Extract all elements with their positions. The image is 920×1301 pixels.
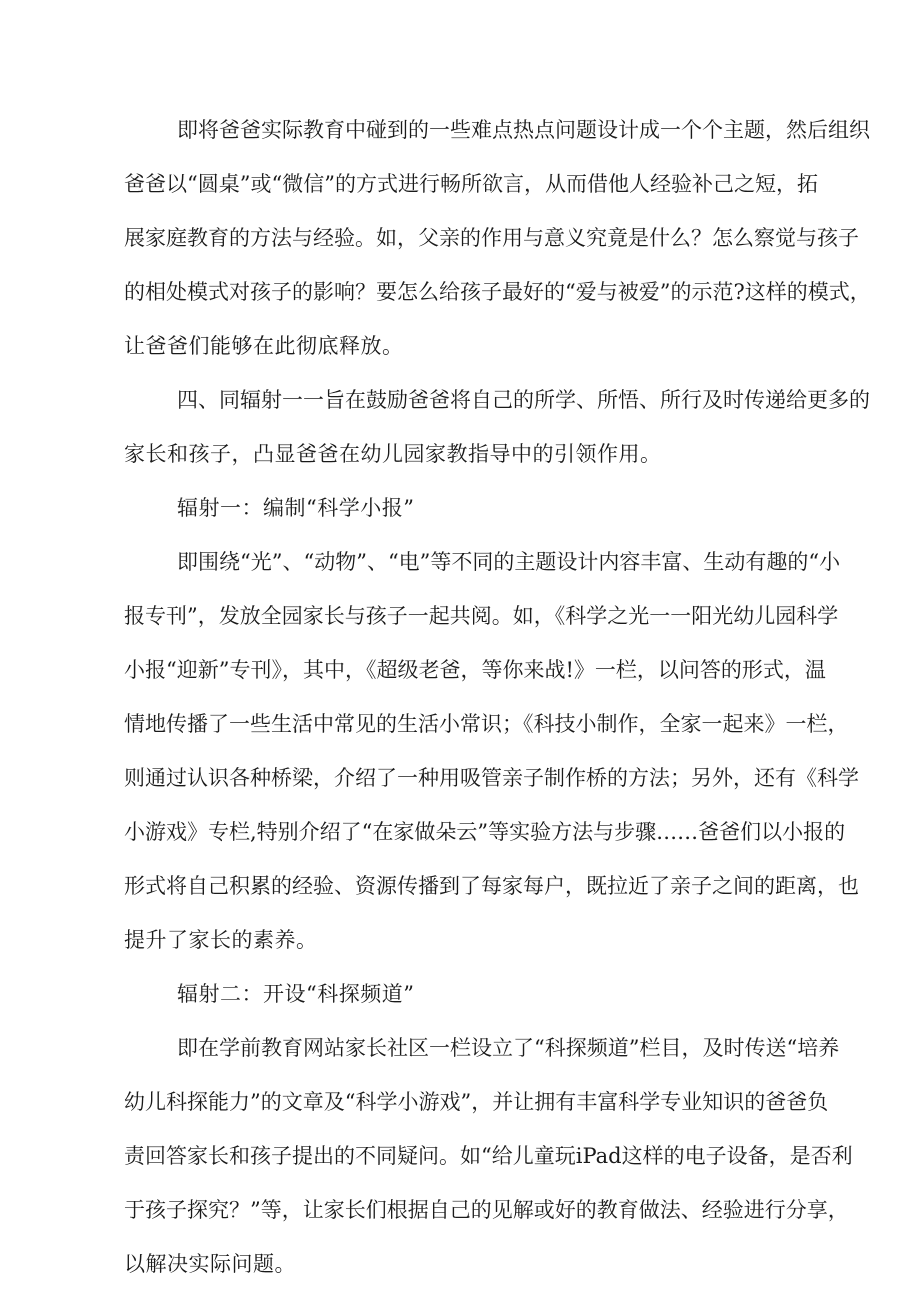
paragraph-1-line-1: 即将爸爸实际教育中碰到的一些难点热点问题设计成一个个主题，然后组织 bbox=[177, 118, 870, 142]
paragraph-4-line-7: 形式将自己积累的经验、资源传播到了每家每户，既拉近了亲子之间的距离，也 bbox=[124, 874, 859, 898]
paragraph-1-line-5: 让爸爸们能够在此彻底释放。 bbox=[124, 334, 404, 358]
paragraph-4-line-5: 则通过认识各种桥梁，介绍了一种用吸管亲子制作桥的方法；另外，还有《科学 bbox=[124, 766, 859, 790]
paragraph-4-line-8: 提升了家长的素养。 bbox=[124, 928, 318, 952]
paragraph-4-line-2: 报专刊”，发放全园家长与孩子一起共阅。如，《科学之光一一阳光幼儿园科学 bbox=[124, 604, 839, 628]
section-heading-radiation-two: 辐射二：开设“科探频道” bbox=[177, 982, 415, 1006]
paragraph-6-line-3: 责回答家长和孩子提出的不同疑问。如“给儿童玩iPad这样的电子设备，是否利 bbox=[124, 1144, 853, 1168]
paragraph-6-line-4: 于孩子探究？”等，让家长们根据自己的见解或好的教育做法、经验进行分享， bbox=[124, 1198, 849, 1222]
paragraph-1-line-3: 展家庭教育的方法与经验。如，父亲的作用与意义究竟是什么？怎么察觉与孩子 bbox=[124, 226, 859, 250]
paragraph-6-line-1: 即在学前教育网站家长社区一栏设立了“科探频道”栏目，及时传送“培养 bbox=[177, 1036, 840, 1060]
paragraph-2-line-1: 四、同辐射一一旨在鼓励爸爸将自己的所学、所悟、所行及时传递给更多的 bbox=[177, 388, 870, 412]
paragraph-1-line-2: 爸爸以“圆桌”或“微信”的方式进行畅所欲言，从而借他人经验补己之短，拓 bbox=[124, 172, 818, 196]
paragraph-6-line-5: 以解决实际问题。 bbox=[124, 1252, 296, 1276]
paragraph-2-line-2: 家长和孩子，凸显爸爸在幼儿园家教指导中的引领作用。 bbox=[124, 442, 662, 466]
paragraph-4-line-4: 情地传播了一些生活中常见的生活小常识；《科技小制作，全家一起来》一栏， bbox=[124, 712, 849, 736]
paragraph-1-line-4: 的相处模式对孩子的影响？要怎么给孩子最好的“爱与被爱”的示范?这样的模式， bbox=[124, 280, 871, 304]
paragraph-4-line-3: 小报“迎新”专刊》，其中，《超级老爸，等你来战!》一栏，以问答的形式，温 bbox=[124, 658, 826, 682]
paragraph-4-line-6: 小游戏》专栏,特别介绍了“在家做朵云”等实验方法与步骤……爸爸们以小报的 bbox=[124, 820, 846, 844]
paragraph-6-line-2: 幼儿科探能力”的文章及“科学小游戏”，并让拥有丰富科学专业知识的爸爸负 bbox=[124, 1090, 829, 1114]
paragraph-4-line-1: 即围绕“光”、“动物”、“电”等不同的主题设计内容丰富、生动有趣的“小 bbox=[177, 550, 841, 574]
section-heading-radiation-one: 辐射一：编制“科学小报” bbox=[177, 496, 415, 520]
